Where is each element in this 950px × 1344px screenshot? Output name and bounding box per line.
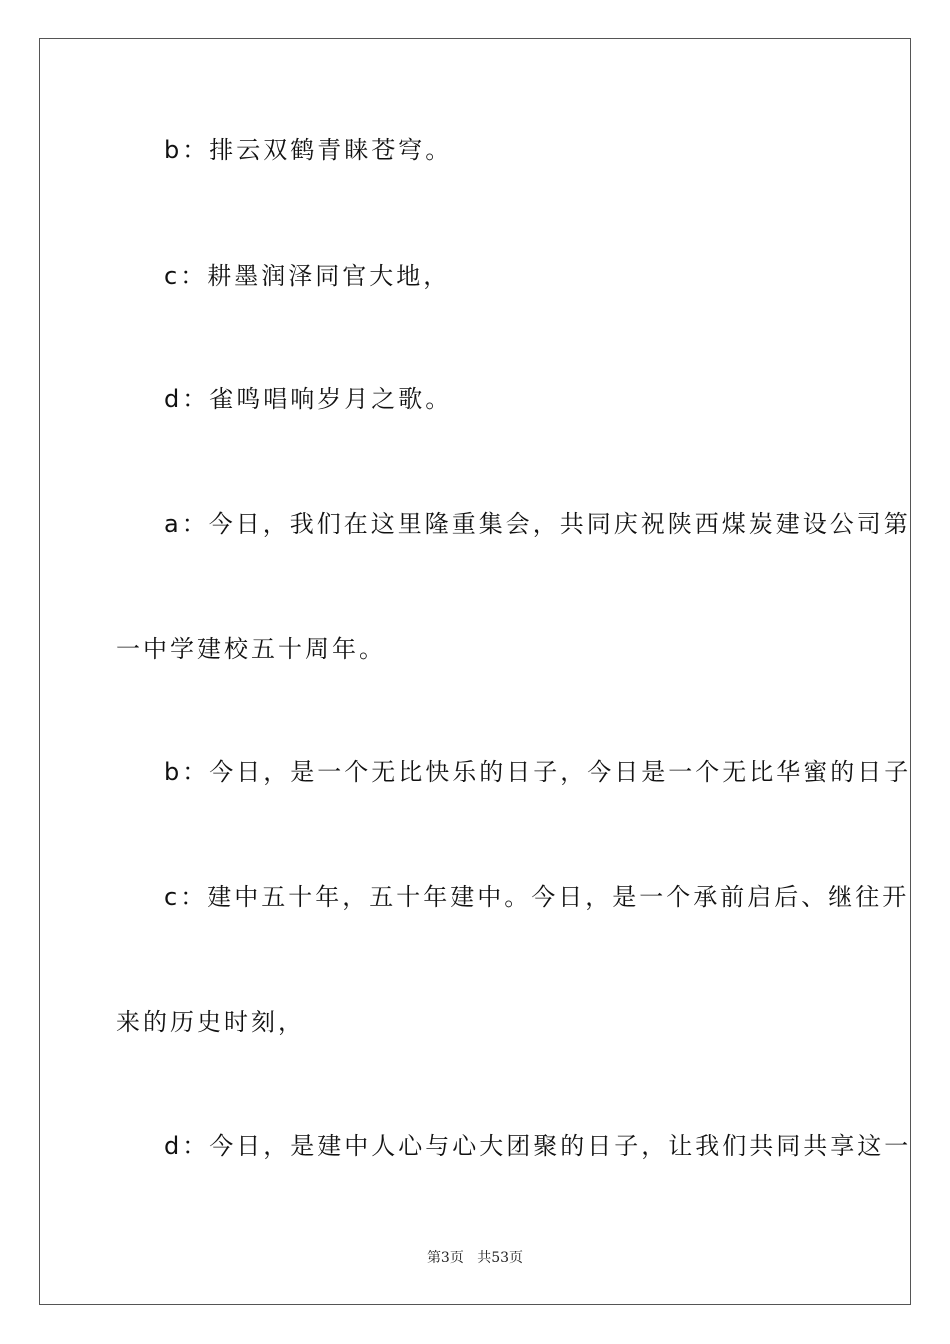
page-frame bbox=[39, 38, 911, 1305]
paragraph-line: c：耕墨润泽同官大地， bbox=[164, 262, 451, 290]
paragraph-line: c：建中五十年，五十年建中。今日，是一个承前启后、继往开 bbox=[164, 883, 910, 911]
paragraph-line: d：雀鸣唱响岁月之歌。 bbox=[164, 385, 453, 413]
paragraph-line: d：今日，是建中人心与心大团聚的日子，让我们共同共享这一 bbox=[164, 1132, 912, 1160]
page-footer bbox=[0, 1247, 950, 1267]
paragraph-line: b：今日，是一个无比快乐的日子，今日是一个无比华蜜的日子 bbox=[164, 758, 912, 786]
paragraph-line: 一中学建校五十周年。 bbox=[116, 635, 386, 663]
total-pages: 共53页 bbox=[477, 1250, 524, 1266]
paragraph-line: 来的历史时刻， bbox=[116, 1008, 305, 1036]
paragraph-line: b：排云双鹤青睐苍穹。 bbox=[164, 136, 453, 164]
page-number: 第3页 bbox=[426, 1250, 464, 1266]
paragraph-line: a：今日，我们在这里隆重集会，共同庆祝陕西煤炭建设公司第 bbox=[164, 510, 911, 538]
